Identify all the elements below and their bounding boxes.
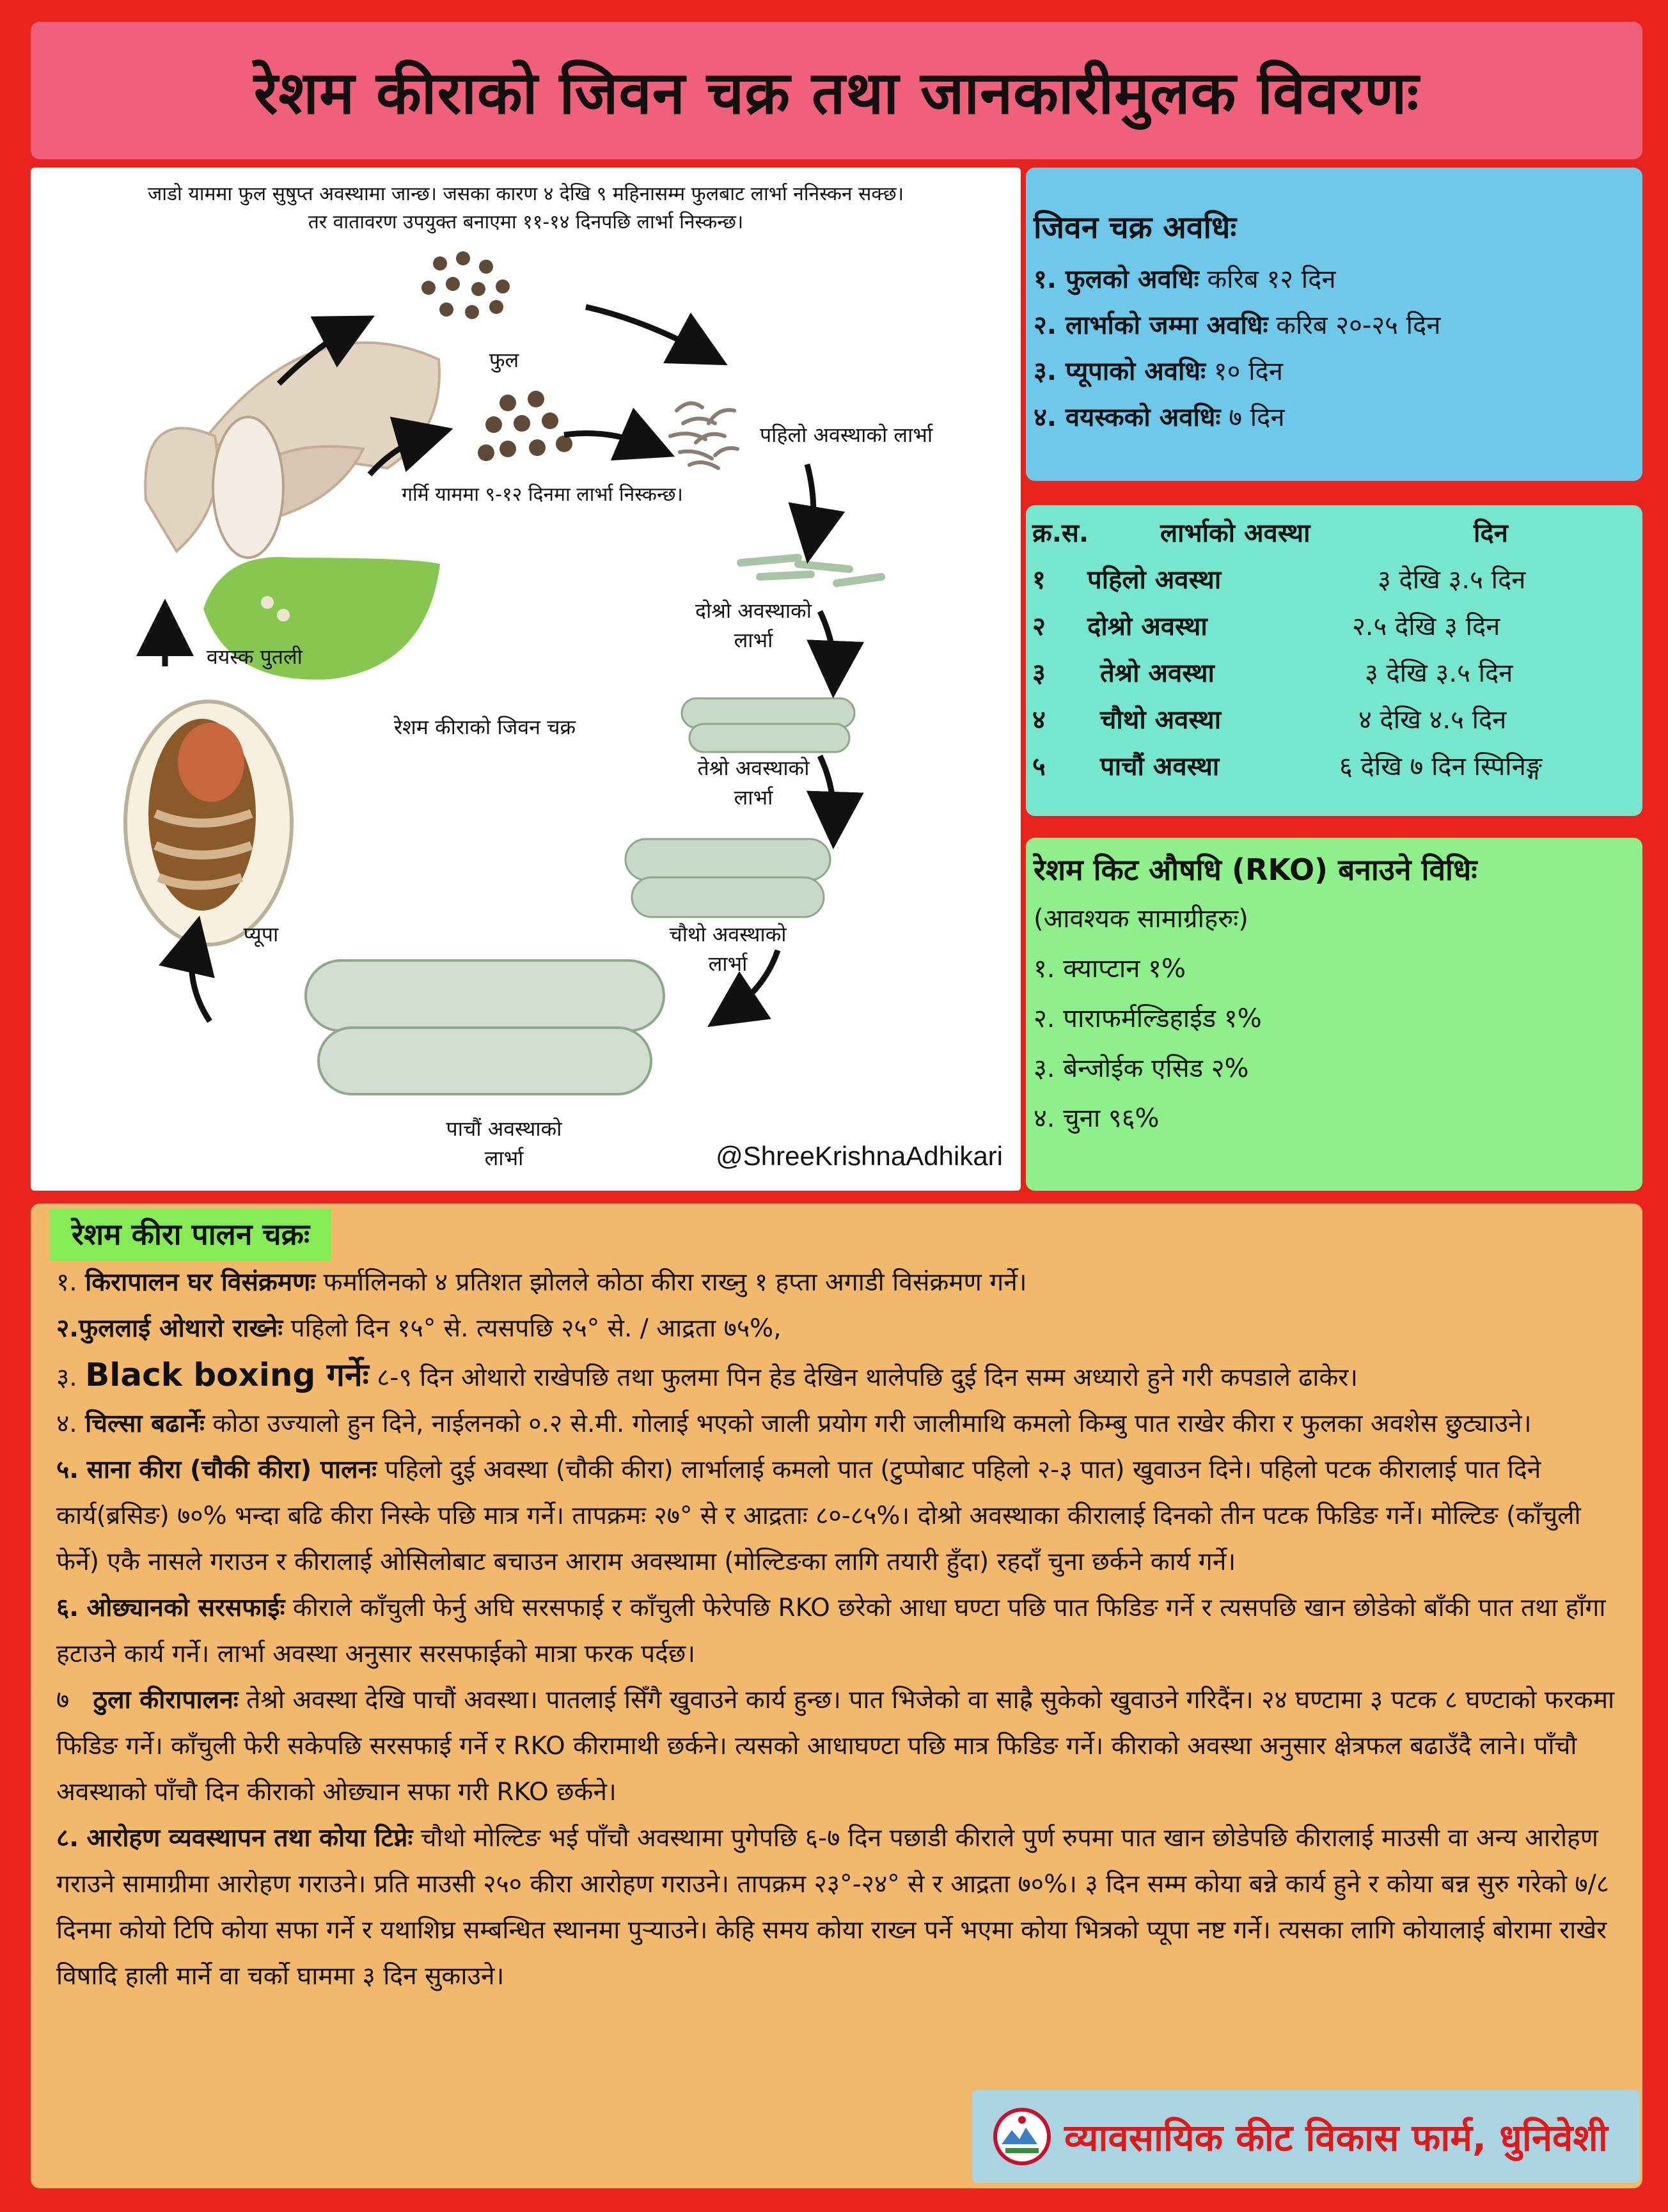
summer-note: गर्मि याममा ९-१२ दिनमा लार्भा निस्कन्छ। xyxy=(402,483,683,506)
winter-note-line1: जाडो याममा फुल सुषुप्त अवस्थामा जान्छ। जसका कारण ४ देखि ९ महिनासम्म फुलबाट लार्भा ननिस्कन सक्छ। xyxy=(147,183,904,205)
row-days: २.५ देखि ३ दिन xyxy=(1352,612,1500,641)
rearing-list xyxy=(56,1260,1617,2000)
row-days: ६ देखि ७ दिन स्पिनिङ्ग xyxy=(1339,752,1543,781)
pupa-label: प्यूपा xyxy=(243,922,279,946)
table-row xyxy=(1032,654,1636,701)
duration-value: १० दिन xyxy=(1206,357,1283,386)
duration-row xyxy=(1034,256,1630,302)
cycle-name-label: रेशम कीराको जिवन चक्र xyxy=(393,715,576,739)
item-heading: आरोहण व्यवस्थापन तथा कोया टिप्नेः xyxy=(86,1824,413,1853)
duration-value: ७ दिन xyxy=(1220,403,1285,432)
rko-subheading: (आवश्यक सामाग्रीहरुः) xyxy=(1034,904,1248,934)
item-text: पहिलो दुई अवस्था (चौकी कीरा) लार्भालाई कमलो पात (टुप्पोबाट पहिलो २-३ पात) खुवाउन दिने। पहिलो पटक कीरालाई पात दिने कार्य(ब्रसिङ) ७०% भन्दा बढि कीरा निस्के पछि मात्र गर्ने। तापक्रमः २७° से र आद्रताः ८०-८५%। दोश्रो अवस्थाका कीरालाई दिनको तीन पटक फिडिङ गर्ने। मोल्टिङ (काँचुली फेर्ने) एकै नासले गराउन र कीरालाई ओसिलोबाट बचाउन आराम अवस्थामा (मोल्टिङका लागि तयारी हुँदा) रहदाँ चुना छर्कने कार्य गर्ने। xyxy=(56,1455,1581,1576)
table-row xyxy=(1032,748,1636,794)
row-serial: ३ xyxy=(1032,659,1046,688)
row-serial: २ xyxy=(1032,612,1046,641)
list-item xyxy=(56,1816,1617,2000)
list-item xyxy=(56,1447,1617,1585)
nepal-emblem-icon xyxy=(993,2107,1051,2166)
larva1-label: पहिलो अवस्थाको लार्भा xyxy=(760,423,933,447)
row-days: ४ देखि ४.५ दिन xyxy=(1358,705,1507,735)
table-header xyxy=(1032,514,1636,561)
farm-name: व्यावसायिक कीट विकास फार्म, धुनिवेशी xyxy=(1064,2116,1608,2160)
list-item xyxy=(56,1306,1617,1352)
item-heading: ठुला कीरापालनः xyxy=(93,1686,239,1714)
row-stage: दोश्रो अवस्था xyxy=(1087,612,1208,641)
list-item xyxy=(56,1585,1617,1677)
item-heading: Black boxing गर्नेः xyxy=(85,1356,369,1393)
item-number: ८. xyxy=(56,1824,79,1853)
larva4-label-line1: चौथो अवस्थाको xyxy=(669,922,787,946)
item-text: कीराले काँचुली फेर्नु अघि सरसफाई र काँचुली फेरेपछि RKO छरेको आधा घण्टा पछि पात फिडिङ गर्ने र त्यसपछि खान छोडेको बाँकी पात तथा हाँगा हटाउने कार्य गर्ने। लार्भा अवस्था अनुसार सरसफाईको मात्रा फरक पर्दछ। xyxy=(56,1594,1606,1668)
row-stage: चौथो अवस्था xyxy=(1100,705,1222,735)
egg-cluster-icon xyxy=(421,251,510,319)
list-item xyxy=(56,1260,1617,1306)
item-text: फर्मालिनको ४ प्रतिशत झोलले कोठा कीरा राख्नु १ हप्ता अगाडी विसंक्रमण गर्ने। xyxy=(315,1268,1027,1297)
larva3-label-line1: तेश्रो अवस्थाको xyxy=(697,756,810,780)
row-serial: १ xyxy=(1032,565,1046,595)
duration-label: ३. प्यूपाको अवधिः xyxy=(1034,357,1206,386)
moth-icon xyxy=(145,343,440,680)
larva5-label-line1: पाचौं अवस्थाको xyxy=(446,1117,562,1141)
duration-row xyxy=(1034,349,1630,395)
item-text: ८-९ दिन ओथारो राखेपछि तथा फुलमा पिन हेड देखिन थालेपछि दुई दिन सम्म अध्यारो हुने गरी कपडाले ढाकेर। xyxy=(368,1363,1358,1392)
header-stage: लार्भाको अवस्था xyxy=(1160,519,1310,548)
item-heading: ओछ्यानको सरसफाईः xyxy=(86,1594,285,1622)
duration-label: ४. वयस्कको अवधिः xyxy=(1034,403,1221,432)
larva5-label xyxy=(395,1114,613,1173)
duration-panel xyxy=(1026,168,1642,481)
item-number: ५. xyxy=(56,1455,79,1484)
item-number: २. xyxy=(56,1314,79,1343)
larval-stage-table xyxy=(1026,505,1642,816)
credit-text: @ShreeKrishnaAdhikari xyxy=(716,1141,1003,1171)
row-days: ३ देखि ३.५ दिन xyxy=(1378,565,1526,595)
rko-heading: रेशम किट औषधि (RKO) बनाउने विधिः xyxy=(1034,852,1477,887)
rearing-panel xyxy=(31,1204,1642,2188)
rko-item: १. क्याप्टान १% xyxy=(1034,954,1186,984)
duration-value: करिब १२ दिन xyxy=(1199,265,1336,294)
item-text: पहिलो दिन १५° से. त्यसपछि २५° से. / आद्रता ७५%, xyxy=(283,1314,782,1343)
egg-label: फुल xyxy=(489,348,519,372)
row-serial: ४ xyxy=(1032,705,1046,735)
larva-stage4-icon xyxy=(626,839,830,917)
larva2-label xyxy=(645,596,862,655)
larva-stage3-icon xyxy=(682,698,854,752)
title-banner xyxy=(31,22,1642,159)
row-serial: ५ xyxy=(1032,752,1046,781)
item-heading: फुललाई ओथारो राख्नेः xyxy=(79,1314,283,1343)
item-number: ३. xyxy=(56,1363,77,1392)
list-item xyxy=(56,1677,1617,1816)
larva2-label-line1: दोश्रो अवस्थाको xyxy=(695,599,812,623)
item-text: चौथो मोल्टिङ भई पाँचौ अवस्थामा पुगेपछि ६-७ दिन पछाडी कीराले पुर्ण रुपमा पात खान छोडेपछि कीरालाई माउसी वा अन्य आरोहण गराउने सामाग्रीमा आरोहण गराउने। प्रति माउसी २५० कीरा आरोहण गराउने। तापक्रम २३°-२४° से र आद्रता ७०%। ३ दिन सम्म कोया बन्ने कार्य हुने र कोया बन्न सुरु गरेको ७/८ दिनमा कोयो टिपि कोया सफा गर्ने र यथाशिघ्र सम्बन्धित स्थानमा पुर्‍याउने। केहि समय कोया राख्न पर्ने भएमा कोया भित्रको प्यूपा नष्ट गर्ने। त्यसका लागि कोयालाई बोरामा राखेर विषादि हाली मार्ने वा चर्को घाममा ३ दिन सुकाउने। xyxy=(56,1824,1610,1991)
table-row xyxy=(1032,608,1636,654)
duration-heading: जिवन चक्र अवधिः xyxy=(1034,210,1237,246)
lifecycle-diagram xyxy=(31,168,1021,1191)
larva4-label xyxy=(619,920,837,979)
list-item xyxy=(56,1352,1617,1401)
item-number: ४. xyxy=(56,1409,77,1438)
larva-stage1-icon xyxy=(670,404,737,468)
item-number: १. xyxy=(56,1268,77,1297)
page-title: रेशम कीराको जिवन चक्र तथा जानकारीमुलक विवरणः xyxy=(253,59,1420,127)
egg-cluster-icon xyxy=(478,391,572,461)
item-heading: साना कीरा (चौकी कीरा) पालनः xyxy=(86,1455,377,1484)
rko-item: ३. बेन्जोईक एसिड २% xyxy=(1034,1054,1249,1083)
item-heading: चिल्सा बढार्नेः xyxy=(85,1409,205,1438)
item-heading: किरापालन घर विसंक्रमणः xyxy=(85,1268,316,1297)
rko-panel xyxy=(1026,838,1642,1191)
larva2-label-line2: लार्भा xyxy=(734,628,773,653)
larva4-label-line2: लार्भा xyxy=(708,952,748,977)
winter-note-line2: तर वातावरण उपयुक्त बनाएमा ११-१४ दिनपछि लार्भा निस्कन्छ। xyxy=(308,210,744,233)
rko-item: ४. चुना ९६% xyxy=(1034,1104,1160,1133)
header-serial: क्र.स. xyxy=(1032,519,1089,548)
larva3-label-line2: लार्भा xyxy=(734,785,773,810)
duration-label: २. लार्भाको जम्मा अवधिः xyxy=(1034,311,1268,340)
larva3-label xyxy=(645,753,862,813)
adult-label: वयस्क पुतली xyxy=(207,645,303,669)
table-row xyxy=(1032,701,1636,748)
larva-stage2-icon xyxy=(741,558,881,583)
row-stage: पाचौं अवस्था xyxy=(1100,752,1220,781)
rearing-title: रेशम कीरा पालन चक्रः xyxy=(50,1209,331,1261)
pupa-icon xyxy=(125,702,292,945)
header-days: दिन xyxy=(1474,519,1508,548)
footer-badge xyxy=(972,2090,1640,2183)
row-stage: पहिलो अवस्था xyxy=(1087,565,1222,595)
larva-stage5-icon xyxy=(306,961,664,1094)
item-text: कोठा उज्यालो हुन दिने, नाईलनको ०.२ से.मी. गोलाई भएको जाली प्रयोग गरी जालीमाथि कमलो किम्बु पात राखेर कीरा र फुलका अवशेस छुट्याउने। xyxy=(204,1409,1532,1438)
duration-value: करिब २०-२५ दिन xyxy=(1268,311,1441,340)
item-number: ७ xyxy=(56,1686,70,1714)
item-number: ६. xyxy=(56,1594,79,1622)
duration-row xyxy=(1034,302,1630,349)
item-text: तेश्रो अवस्था देखि पाचौं अवस्था। पातलाई सिँगै खुवाउने कार्य हुन्छ। पात भिजेको वा साह्रै सुकेको खुवाउने गरिदैंन। २४ घण्टामा ३ पटक ८ घण्टाको फरकमा फिडिङ गर्ने। काँचुली फेरी सकेपछि सरसफाई गर्ने र RKO कीरामाथी छर्कने। त्यसको आधाघण्टा पछि मात्र फिडिङ गर्ने। कीराको अवस्था अनुसार क्षेत्रफल बढाउँदै लाने। पाँचौ अवस्थाको पाँचौ दिन कीराको ओछ्यान सफा गरी RKO छर्कने। xyxy=(56,1686,1615,1807)
duration-row xyxy=(1034,395,1630,441)
winter-note xyxy=(43,180,1008,236)
table-row xyxy=(1032,561,1636,608)
larva5-label-line2: लार्भा xyxy=(484,1146,524,1171)
list-item xyxy=(56,1401,1617,1447)
row-stage: तेश्रो अवस्था xyxy=(1100,659,1215,688)
rko-item: २. पाराफर्मल्डिहाईड १% xyxy=(1034,1004,1262,1033)
duration-label: १. फुलको अवधिः xyxy=(1034,265,1199,294)
lifecycle-illustration xyxy=(31,168,1021,1191)
row-days: ३ देखि ३.५ दिन xyxy=(1365,659,1513,688)
